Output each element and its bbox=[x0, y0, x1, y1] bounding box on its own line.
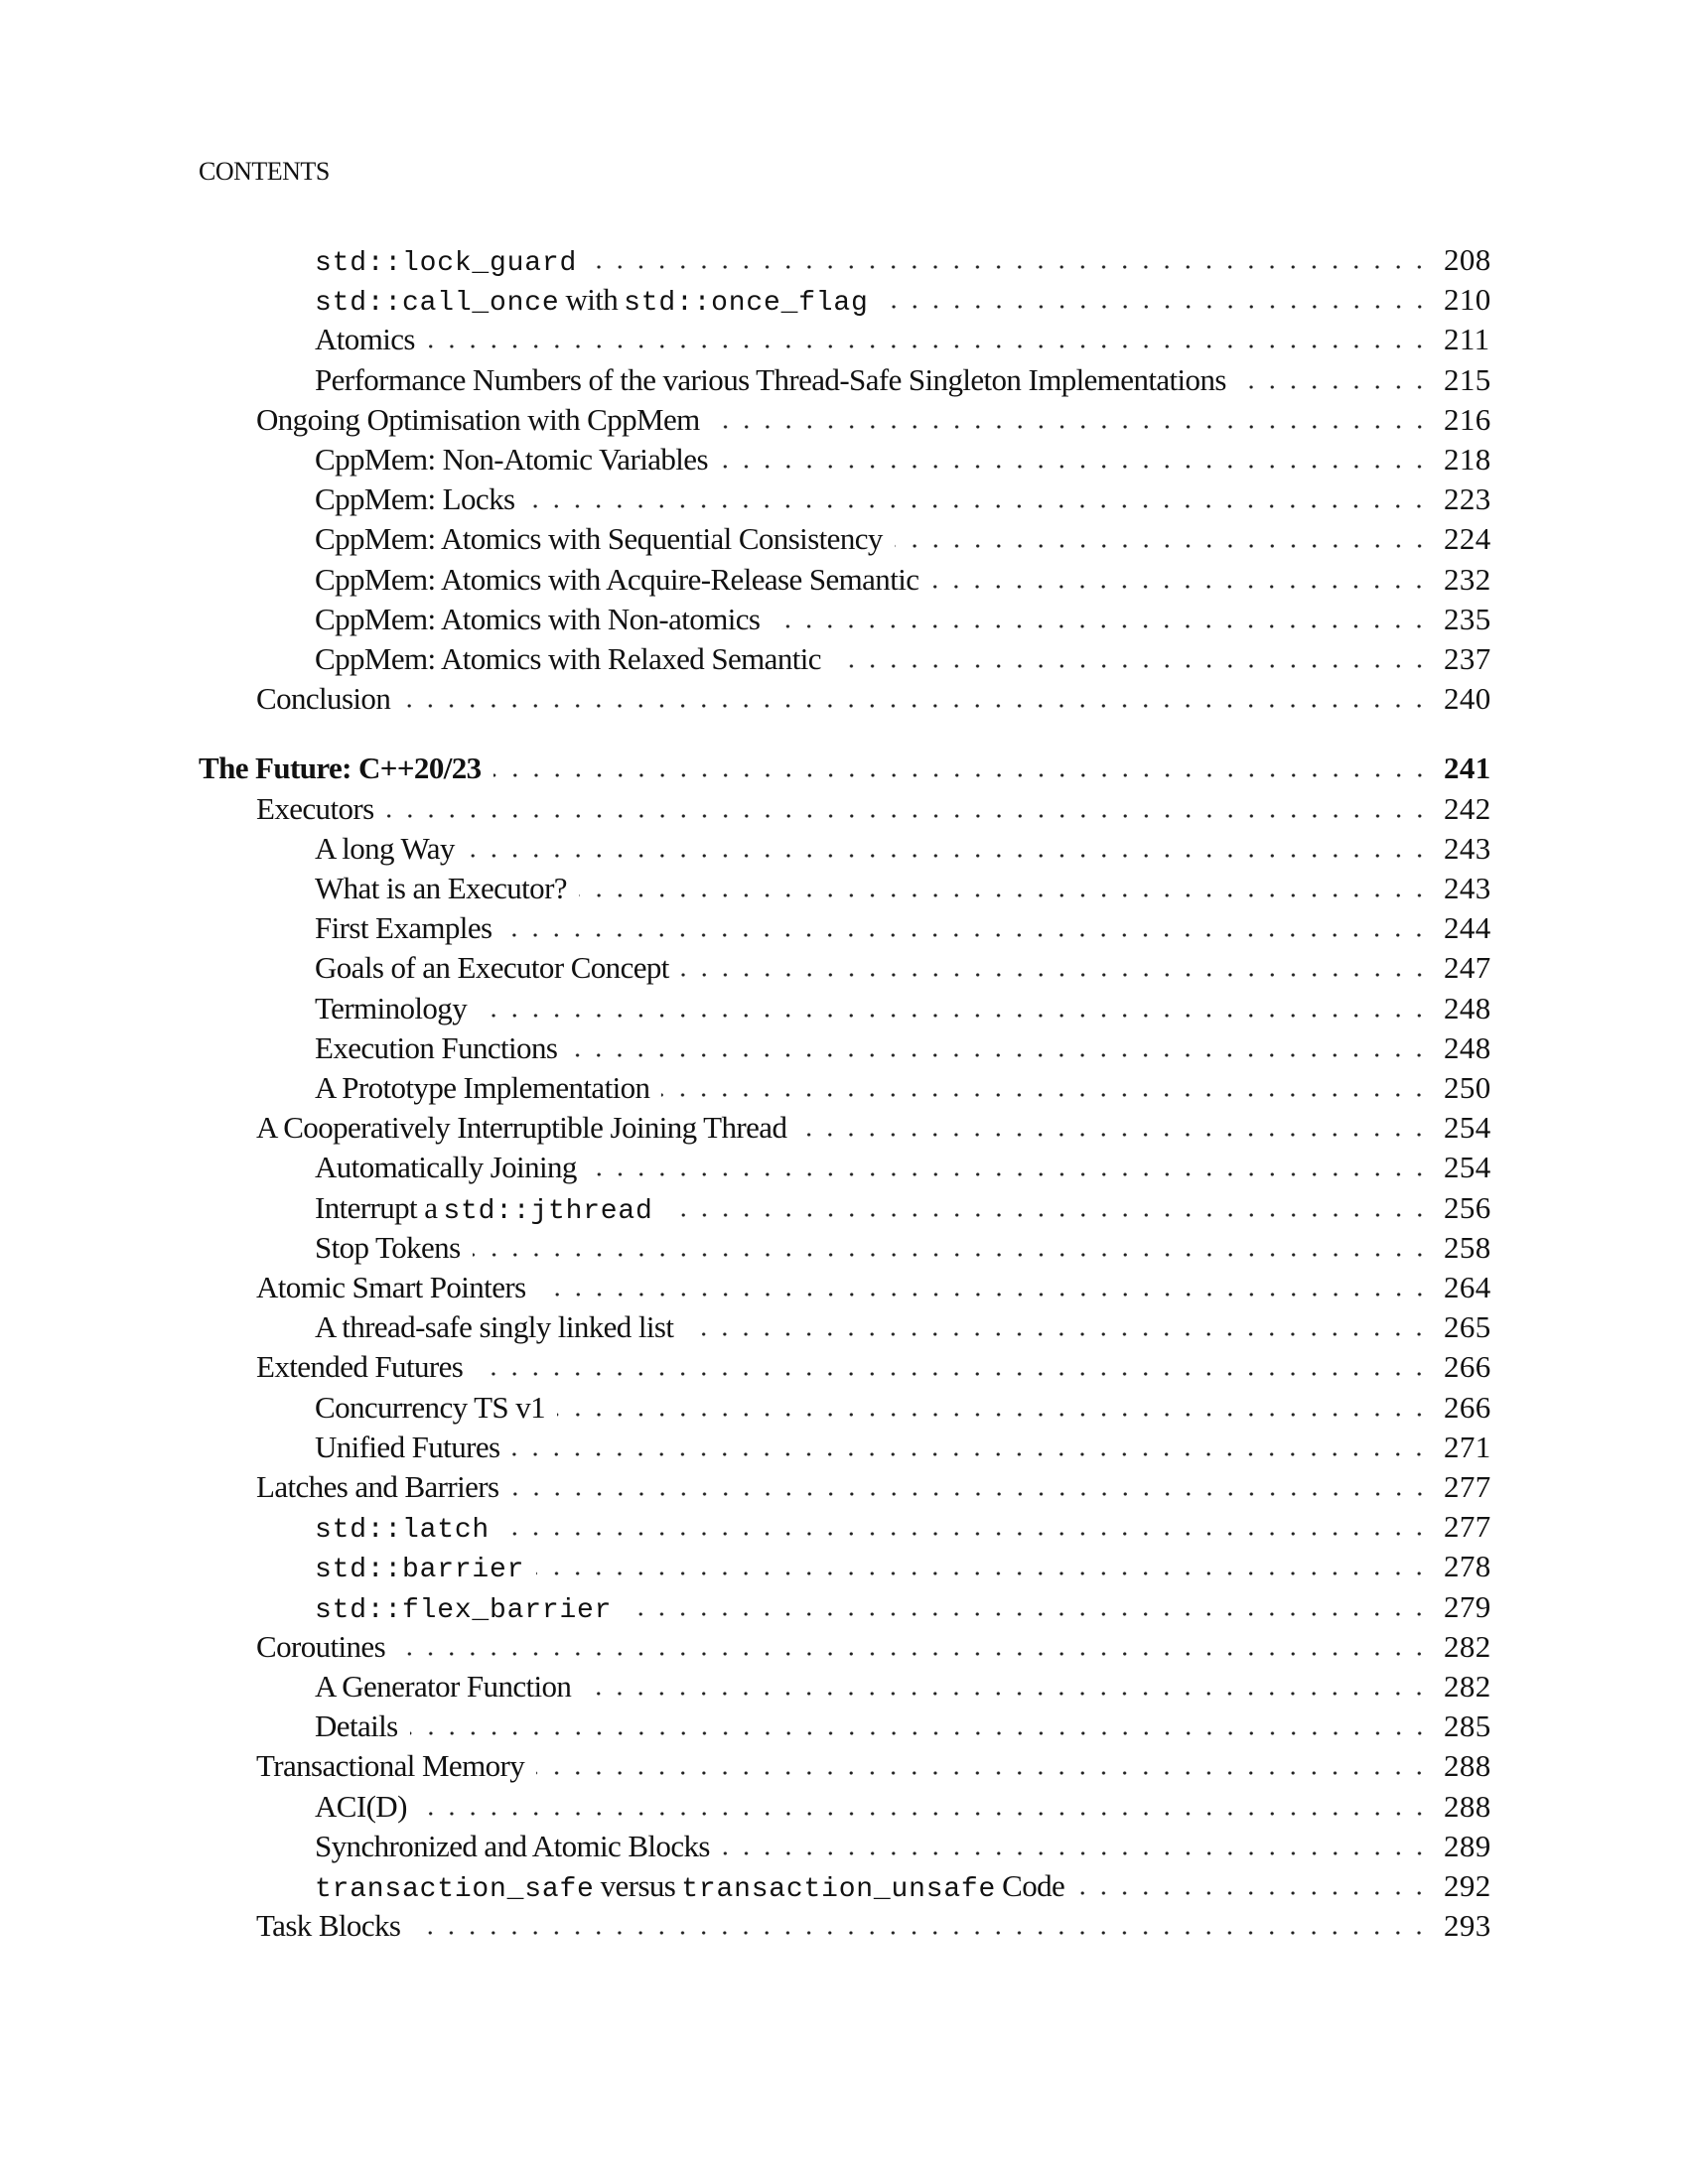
page-number: 271 bbox=[1444, 1429, 1491, 1464]
dot-leader bbox=[895, 544, 1430, 548]
page-number: 224 bbox=[1444, 521, 1491, 557]
dot-leader bbox=[685, 1332, 1430, 1336]
toc-entry-title bbox=[315, 1430, 499, 1465]
toc-section-entry[interactable] bbox=[256, 1908, 1491, 1948]
page-number: 282 bbox=[1444, 1628, 1491, 1664]
title-text: Interrupt a bbox=[315, 1189, 438, 1225]
toc-subsection-entry[interactable] bbox=[315, 910, 1491, 950]
toc-entry-title bbox=[315, 1708, 398, 1744]
title-text: versus bbox=[600, 1868, 676, 1903]
dot-leader bbox=[665, 1213, 1430, 1217]
toc-subsection-entry[interactable] bbox=[315, 1549, 1491, 1588]
toc-section-entry[interactable] bbox=[256, 401, 1491, 442]
code-identifier: std::latch bbox=[315, 1515, 491, 1547]
toc-section-entry[interactable] bbox=[256, 1349, 1491, 1389]
title-text: Latches and Barriers bbox=[256, 1469, 499, 1504]
dot-leader bbox=[681, 973, 1430, 977]
title-text: CppMem: Atomics with Non-atomics bbox=[315, 601, 761, 636]
title-text: First Examples bbox=[315, 910, 492, 946]
dot-leader bbox=[402, 704, 1430, 708]
toc-entry-title bbox=[256, 1349, 463, 1385]
title-text: Atomics bbox=[315, 322, 415, 357]
toc-entry-title bbox=[315, 871, 567, 906]
toc-subsection-entry[interactable] bbox=[315, 1070, 1491, 1110]
code-identifier: std::flex_barrier bbox=[315, 1594, 613, 1626]
dot-leader bbox=[772, 624, 1430, 628]
title-text: Unified Futures bbox=[315, 1429, 500, 1464]
toc-subsection-entry[interactable] bbox=[315, 1588, 1491, 1629]
toc-subsection-entry[interactable] bbox=[315, 521, 1491, 561]
toc-entry-title bbox=[256, 1908, 400, 1944]
toc-entry-title bbox=[315, 1868, 1064, 1905]
title-text: CppMem: Atomics with Acquire-Release Semantic bbox=[315, 561, 919, 597]
page-number: 243 bbox=[1444, 830, 1491, 866]
page-number: 241 bbox=[1444, 751, 1491, 786]
dot-leader bbox=[536, 1771, 1430, 1775]
dot-leader bbox=[386, 814, 1430, 818]
toc-section-entry[interactable] bbox=[256, 790, 1491, 831]
dot-leader bbox=[589, 1172, 1430, 1176]
dot-leader bbox=[624, 1612, 1430, 1616]
toc-subsection-entry[interactable] bbox=[315, 1309, 1491, 1349]
toc-subsection-entry[interactable] bbox=[315, 1189, 1491, 1230]
page-number: 211 bbox=[1444, 322, 1490, 357]
title-text: ACI(D) bbox=[315, 1788, 407, 1824]
page-number: 250 bbox=[1444, 1070, 1491, 1105]
code-identifier: std::lock_guard bbox=[315, 248, 578, 279]
toc-entry-title bbox=[256, 1469, 499, 1505]
toc-subsection-entry[interactable] bbox=[315, 322, 1490, 361]
toc-entry-title bbox=[315, 991, 467, 1026]
page-number: 254 bbox=[1444, 1150, 1491, 1185]
page-number: 210 bbox=[1444, 282, 1491, 318]
toc-subsection-entry[interactable] bbox=[315, 1828, 1491, 1868]
title-text: Extended Futures bbox=[256, 1349, 464, 1385]
page-number: 248 bbox=[1444, 990, 1491, 1025]
toc-subsection-entry[interactable] bbox=[315, 1150, 1491, 1189]
toc-entry-title bbox=[256, 1629, 385, 1665]
toc-entry-title bbox=[315, 282, 869, 319]
toc-subsection-entry[interactable] bbox=[315, 361, 1491, 402]
dot-leader bbox=[661, 1093, 1430, 1097]
toc-chapter-entry[interactable] bbox=[199, 751, 1491, 790]
page-number: 208 bbox=[1444, 242, 1491, 277]
toc-entry-title bbox=[256, 1748, 524, 1784]
page-number: 285 bbox=[1444, 1708, 1491, 1744]
toc-section-entry[interactable] bbox=[256, 1270, 1491, 1309]
title-text: A Generator Function bbox=[315, 1669, 572, 1704]
code-identifier: std::jthread bbox=[443, 1195, 653, 1227]
toc-subsection-entry[interactable] bbox=[315, 1389, 1491, 1430]
page-number: 247 bbox=[1444, 950, 1491, 986]
title-text: Concurrency TS v1 bbox=[315, 1389, 546, 1425]
page-number: 232 bbox=[1444, 561, 1491, 597]
page-number: 223 bbox=[1444, 481, 1491, 517]
title-text: Details bbox=[315, 1708, 398, 1744]
dot-leader bbox=[712, 425, 1430, 429]
dot-leader bbox=[501, 1532, 1430, 1536]
title-text: Performance Numbers of the various Thread-Safe Singleton Implementations bbox=[315, 361, 1226, 397]
dot-leader bbox=[410, 1731, 1430, 1735]
toc-subsection-entry[interactable] bbox=[315, 871, 1491, 910]
dot-leader bbox=[833, 664, 1430, 668]
toc-subsection-entry[interactable] bbox=[315, 1509, 1491, 1549]
toc-subsection-entry[interactable] bbox=[315, 1669, 1491, 1708]
dot-leader bbox=[538, 1293, 1430, 1297]
title-text: Automatically Joining bbox=[315, 1150, 577, 1185]
page-number: 243 bbox=[1444, 871, 1491, 905]
toc-subsection-entry[interactable] bbox=[315, 242, 1491, 282]
title-text: CppMem: Locks bbox=[315, 481, 515, 517]
toc-section-entry[interactable] bbox=[256, 1748, 1491, 1788]
toc-section-entry[interactable] bbox=[256, 681, 1491, 721]
toc-entry-title bbox=[315, 521, 883, 557]
title-text: Code bbox=[1002, 1868, 1065, 1903]
toc-entry-title bbox=[315, 602, 760, 637]
toc-subsection-entry[interactable] bbox=[315, 601, 1491, 641]
title-text: Task Blocks bbox=[256, 1908, 401, 1944]
page-number: 293 bbox=[1444, 1908, 1491, 1944]
toc-subsection-entry[interactable] bbox=[315, 1429, 1491, 1469]
dot-leader bbox=[569, 1053, 1430, 1057]
toc-entry-title bbox=[315, 1669, 571, 1705]
dot-leader bbox=[467, 854, 1430, 858]
page-number: 266 bbox=[1444, 1349, 1491, 1385]
dot-leader bbox=[589, 265, 1430, 269]
page-number: 216 bbox=[1444, 401, 1491, 437]
dot-leader bbox=[1238, 385, 1430, 389]
title-text: Atomic Smart Pointers bbox=[256, 1270, 526, 1304]
toc-subsection-entry[interactable] bbox=[315, 561, 1491, 602]
dot-leader bbox=[479, 1014, 1430, 1018]
code-identifier: std::once_flag bbox=[624, 288, 869, 320]
toc-entry-title bbox=[315, 1309, 673, 1345]
title-text: CppMem: Non-Atomic Variables bbox=[315, 442, 708, 477]
toc-subsection-entry[interactable] bbox=[315, 990, 1491, 1030]
title-text: Executors bbox=[256, 790, 374, 826]
page-number: 288 bbox=[1444, 1788, 1491, 1824]
running-head: CONTENTS bbox=[199, 157, 330, 186]
dot-leader bbox=[536, 1571, 1430, 1575]
page-number: 265 bbox=[1444, 1309, 1491, 1345]
toc-entry-title bbox=[315, 1549, 524, 1585]
toc-entry-title bbox=[315, 322, 415, 357]
toc-entry-title bbox=[315, 1030, 557, 1066]
toc-entry-title bbox=[315, 1190, 653, 1227]
dot-leader bbox=[881, 305, 1430, 309]
title-text: with bbox=[565, 282, 619, 318]
page-number: 248 bbox=[1444, 1029, 1491, 1065]
dot-leader bbox=[419, 1812, 1430, 1816]
toc-subsection-entry[interactable] bbox=[315, 1868, 1491, 1908]
toc-entry-title bbox=[315, 1789, 407, 1825]
title-text: A Prototype Implementation bbox=[315, 1070, 650, 1105]
title-text: Goals of an Executor Concept bbox=[315, 950, 669, 986]
dot-leader bbox=[798, 1133, 1430, 1137]
title-text: Transactional Memory bbox=[256, 1748, 525, 1784]
toc-subsection-entry[interactable] bbox=[315, 282, 1491, 322]
toc-entry-title bbox=[315, 1070, 649, 1106]
page-number: 235 bbox=[1444, 601, 1491, 636]
toc-entry-title bbox=[315, 1230, 461, 1266]
toc-section-entry[interactable] bbox=[256, 1628, 1491, 1669]
dot-leader bbox=[473, 1253, 1430, 1257]
toc-subsection-entry[interactable] bbox=[315, 1788, 1491, 1829]
toc-entry-title bbox=[315, 1589, 612, 1626]
title-text: The Future: C++20/23 bbox=[199, 751, 482, 786]
toc-subsection-entry[interactable] bbox=[315, 830, 1491, 871]
page-number: 279 bbox=[1444, 1588, 1491, 1624]
title-text: Stop Tokens bbox=[315, 1229, 461, 1265]
page-number: 244 bbox=[1444, 910, 1491, 946]
toc-entry-title bbox=[256, 681, 390, 717]
toc-entry-title bbox=[256, 791, 374, 827]
dot-leader bbox=[526, 504, 1430, 508]
toc-entry-title bbox=[315, 910, 492, 946]
title-text: Ongoing Optimisation with CppMem bbox=[256, 401, 700, 437]
code-identifier: transaction_unsafe bbox=[681, 1874, 997, 1905]
toc-subsection-entry[interactable] bbox=[315, 1708, 1491, 1748]
dot-leader bbox=[557, 1413, 1430, 1417]
toc-entry-title bbox=[315, 831, 455, 867]
toc-entry-title bbox=[315, 562, 918, 598]
toc-subsection-entry[interactable] bbox=[315, 950, 1491, 990]
dot-leader bbox=[427, 344, 1430, 348]
toc-entry-title bbox=[315, 950, 669, 986]
title-text: What is an Executor? bbox=[315, 871, 567, 905]
title-text: A long Way bbox=[315, 830, 455, 866]
dot-leader bbox=[1076, 1891, 1430, 1895]
code-identifier: std::call_once bbox=[315, 288, 560, 320]
page-number: 278 bbox=[1444, 1549, 1491, 1584]
dot-leader bbox=[583, 1692, 1430, 1696]
toc-entry-title bbox=[315, 442, 708, 478]
dot-leader bbox=[511, 1452, 1430, 1456]
page-number: 242 bbox=[1444, 790, 1491, 826]
title-text: A Cooperatively Interruptible Joining Thread bbox=[256, 1110, 787, 1146]
toc-subsection-entry[interactable] bbox=[315, 481, 1491, 521]
page-number: 215 bbox=[1444, 361, 1491, 397]
page-number: 256 bbox=[1444, 1189, 1491, 1225]
dot-leader bbox=[412, 1931, 1430, 1935]
page-number: 277 bbox=[1444, 1469, 1491, 1504]
page-number: 240 bbox=[1444, 681, 1491, 717]
page-number: 264 bbox=[1444, 1270, 1491, 1304]
dot-leader bbox=[475, 1372, 1430, 1376]
code-identifier: std::barrier bbox=[315, 1555, 525, 1586]
toc-entry-title bbox=[315, 481, 514, 517]
title-text: Terminology bbox=[315, 990, 468, 1025]
page-number: 218 bbox=[1444, 442, 1491, 477]
dot-leader bbox=[397, 1652, 1430, 1656]
dot-leader bbox=[511, 1492, 1431, 1496]
toc-subsection-entry[interactable] bbox=[315, 641, 1491, 681]
page-number: 292 bbox=[1444, 1868, 1491, 1903]
dot-leader bbox=[720, 465, 1430, 469]
page-number: 237 bbox=[1444, 641, 1491, 676]
page-number: 277 bbox=[1444, 1509, 1491, 1545]
title-text: Conclusion bbox=[256, 681, 391, 717]
title-text: CppMem: Atomics with Relaxed Semantic bbox=[315, 641, 821, 676]
toc-entry-title bbox=[315, 1829, 710, 1864]
dot-leader bbox=[930, 585, 1430, 589]
toc-section-entry[interactable] bbox=[256, 1110, 1491, 1150]
toc-entry-title bbox=[315, 242, 577, 279]
page-number: 282 bbox=[1444, 1669, 1491, 1704]
toc-entry-title bbox=[199, 751, 482, 786]
dot-leader bbox=[579, 893, 1430, 897]
title-text: A thread-safe singly linked list bbox=[315, 1309, 674, 1345]
dot-leader bbox=[722, 1851, 1430, 1855]
toc-entry-title bbox=[315, 1390, 545, 1426]
title-text: Coroutines bbox=[256, 1628, 386, 1664]
dot-leader bbox=[503, 933, 1430, 937]
title-text: Execution Functions bbox=[315, 1029, 558, 1065]
page-number: 254 bbox=[1444, 1110, 1491, 1146]
toc-section-entry[interactable] bbox=[256, 1469, 1491, 1509]
page-number: 258 bbox=[1444, 1229, 1491, 1265]
page-number: 288 bbox=[1444, 1748, 1491, 1784]
code-identifier: transaction_safe bbox=[315, 1874, 595, 1905]
toc-entry-title bbox=[256, 402, 700, 438]
page-number: 266 bbox=[1444, 1389, 1491, 1425]
dot-leader bbox=[493, 773, 1430, 777]
toc-entry-title bbox=[315, 362, 1226, 398]
toc-subsection-entry[interactable] bbox=[315, 442, 1491, 481]
toc-subsection-entry[interactable] bbox=[315, 1029, 1491, 1070]
toc-entry-title bbox=[256, 1110, 786, 1146]
title-text: Synchronized and Atomic Blocks bbox=[315, 1828, 710, 1863]
title-text: CppMem: Atomics with Sequential Consistency bbox=[315, 521, 883, 557]
toc-entry-title bbox=[315, 1150, 577, 1185]
toc-entry-title bbox=[315, 641, 821, 677]
page-number: 289 bbox=[1444, 1828, 1491, 1863]
toc-entry-title bbox=[315, 1509, 490, 1546]
toc-subsection-entry[interactable] bbox=[315, 1229, 1491, 1270]
toc-entry-title bbox=[256, 1270, 526, 1305]
